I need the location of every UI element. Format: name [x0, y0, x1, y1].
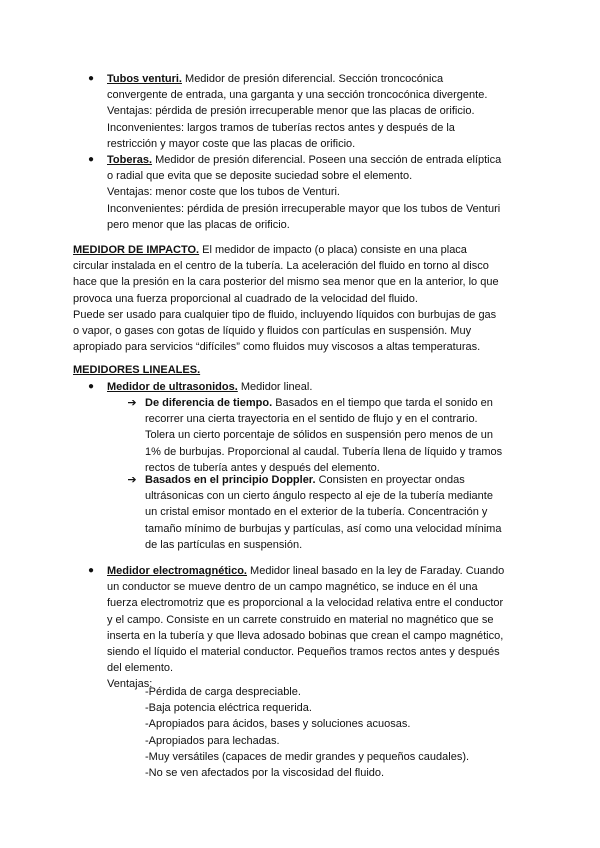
sub2-line-5: de las partículas en suspensión. [145, 538, 303, 551]
venturi-line-5: restricción y mayor coste que las placas de orificio. [107, 137, 356, 150]
venturi-line-3: Ventajas: pérdida de presión irrecuperable menor que las placas de orificio. [107, 105, 475, 118]
impacto-line-7: apropiado para servicios “difíciles” como fluidos muy viscosos a altas temperaturas. [73, 341, 481, 354]
impacto-section [73, 242, 499, 355]
em-line-7: del elemento. [107, 662, 174, 675]
sub2-line-2: ultrásonicas con un cierto ángulo respecto al eje de la tubería mediante [145, 490, 493, 503]
toberas-line-4: Inconvenientes: pérdida de presión irrecuperable mayor que los tubos de Venturi [107, 202, 501, 215]
arrow-icon: ➔ [127, 474, 137, 486]
em-line-3: fuerza electromotriz que es proporcional a la velocidad relativa entre el conductor [107, 597, 504, 610]
impacto-line-5: Puede ser usado para cualquier tipo de fluido, incluyendo líquidos con burbujas de gas [73, 308, 497, 321]
sub2-line-1 [145, 472, 501, 488]
impacto-line-1 [73, 242, 499, 258]
em-line-1 [107, 563, 504, 579]
venturi-line-1 [107, 71, 487, 87]
impacto-line-2: circular instalada en el centro de la tubería. La aceleración del fluido en torno al disco [73, 260, 489, 273]
toberas-line-5: pero menor que las placas de orificio. [107, 218, 290, 231]
ultrasonidos-item [107, 379, 312, 395]
diferencia-tiempo-item [145, 395, 502, 476]
sub2-line-3: un cristal emisor montado en el exterior de la tubería. Concentración y [145, 506, 488, 519]
venturi-line-2: convergente de entrada, una garganta y una sección troncocónica divergente. [107, 89, 488, 102]
sub2-line-4: tamaño mínimo de burbujas y partículas, así como una velocidad mínima [145, 522, 502, 535]
ventaja-item: -Apropiados para lechadas. [145, 734, 280, 747]
arrow-icon: ➔ [127, 397, 137, 409]
toberas-text: Medidor de presión diferencial. Poseen una sección de entrada elíptica [152, 154, 502, 166]
electromagnetico-term: Medidor electromagnético. [107, 565, 247, 577]
toberas-item [107, 152, 501, 233]
venturi-item [107, 71, 487, 152]
sub1-line-1 [145, 395, 502, 411]
impacto-line-3: hace que la presión en la cara posterior del mismo sea menor que en la anterior, lo que [73, 276, 499, 289]
ultrasonidos-text: Medidor lineal. [237, 381, 313, 393]
sub2-title: Basados en el principio Doppler. [145, 474, 316, 486]
toberas-line-1 [107, 152, 501, 168]
sub1-title: De diferencia de tiempo. [145, 397, 273, 409]
electromagnetico-item [107, 563, 504, 693]
ventaja-item: -Baja potencia eléctrica requerida. [145, 702, 312, 715]
lineales-heading: MEDIDORES LINEALES. [73, 364, 201, 376]
em-line-2: un conductor se mueve dentro de un campo magnético, se induce en él una [107, 581, 478, 594]
em-line-6: siendo el líquido el material conductor. Pequeños tramos rectos antes y después [107, 646, 500, 659]
ultrasonidos-line-1 [107, 379, 312, 395]
ventaja-item: -Muy versátiles (capaces de medir grandes y pequeños caudales). [145, 750, 470, 763]
bullet-icon: ● [87, 154, 95, 165]
bullet-icon: ● [87, 73, 95, 84]
venturi-text: Medidor de presión diferencial. Sección troncocónica [181, 73, 444, 85]
toberas-line-3: Ventajas: menor coste que los tubos de Venturi. [107, 186, 340, 199]
sub1-line-3: Tolera un cierto porcentaje de sólidos en suspensión pero menos de un [145, 429, 493, 442]
sub1-text: Basados en el tiempo que tarda el sonido en [272, 397, 493, 409]
ventaja-item: -No se ven afectados por la viscosidad del fluido. [145, 767, 385, 780]
bullet-icon: ● [87, 565, 95, 576]
lineales-section [73, 362, 200, 378]
venturi-line-4: Inconvenientes: largos tramos de tuberías rectos antes y después de la [107, 121, 455, 134]
ultrasonidos-term: Medidor de ultrasonidos. [107, 381, 238, 393]
impacto-heading: MEDIDOR DE IMPACTO. [73, 244, 200, 256]
ventajas-list [145, 684, 469, 781]
em-text: Medidor lineal basado en la ley de Faraday. Cuando [246, 565, 505, 577]
impacto-line-4: provoca una fuerza proporcional al cuadrado de la velocidad del fluido. [73, 292, 418, 305]
venturi-term: Tubos venturi. [107, 73, 182, 85]
ventajas-label: Ventajas: [107, 678, 153, 691]
sub1-line-4: 1% de burbujas. Proporcional al caudal. Tubería llena de líquido y tramos [145, 445, 503, 458]
bullet-icon: ● [87, 381, 95, 392]
em-line-5: inserta en la tubería y que lleva adosado bobinas que crean el campo magnético, [107, 629, 504, 642]
toberas-term: Toberas. [107, 154, 153, 166]
impacto-text: El medidor de impacto (o placa) consiste en una placa [199, 244, 467, 256]
toberas-line-2: o radial que evita que se deposite suciedad sobre el elemento. [107, 170, 413, 183]
em-line-4: y el campo. Consiste en un carrete construido en material no magnético que se [107, 613, 494, 626]
sub1-line-2: recorrer una cierta trayectoria en el sentido de flujo y en el contrario. [145, 413, 478, 426]
sub1-line-5: rectos de tubería antes y después del elemento. [145, 461, 380, 474]
ventaja-item: -Apropiados para ácidos, bases y soluciones acuosas. [145, 718, 411, 731]
impacto-line-6: o vapor, o gases con gotas de líquido y fluidos con partículas en suspensión. Muy [73, 325, 472, 338]
sub2-text: Consisten en proyectar ondas [315, 474, 465, 486]
doppler-item [145, 472, 501, 553]
ventaja-item: -Pérdida de carga despreciable. [145, 686, 301, 698]
